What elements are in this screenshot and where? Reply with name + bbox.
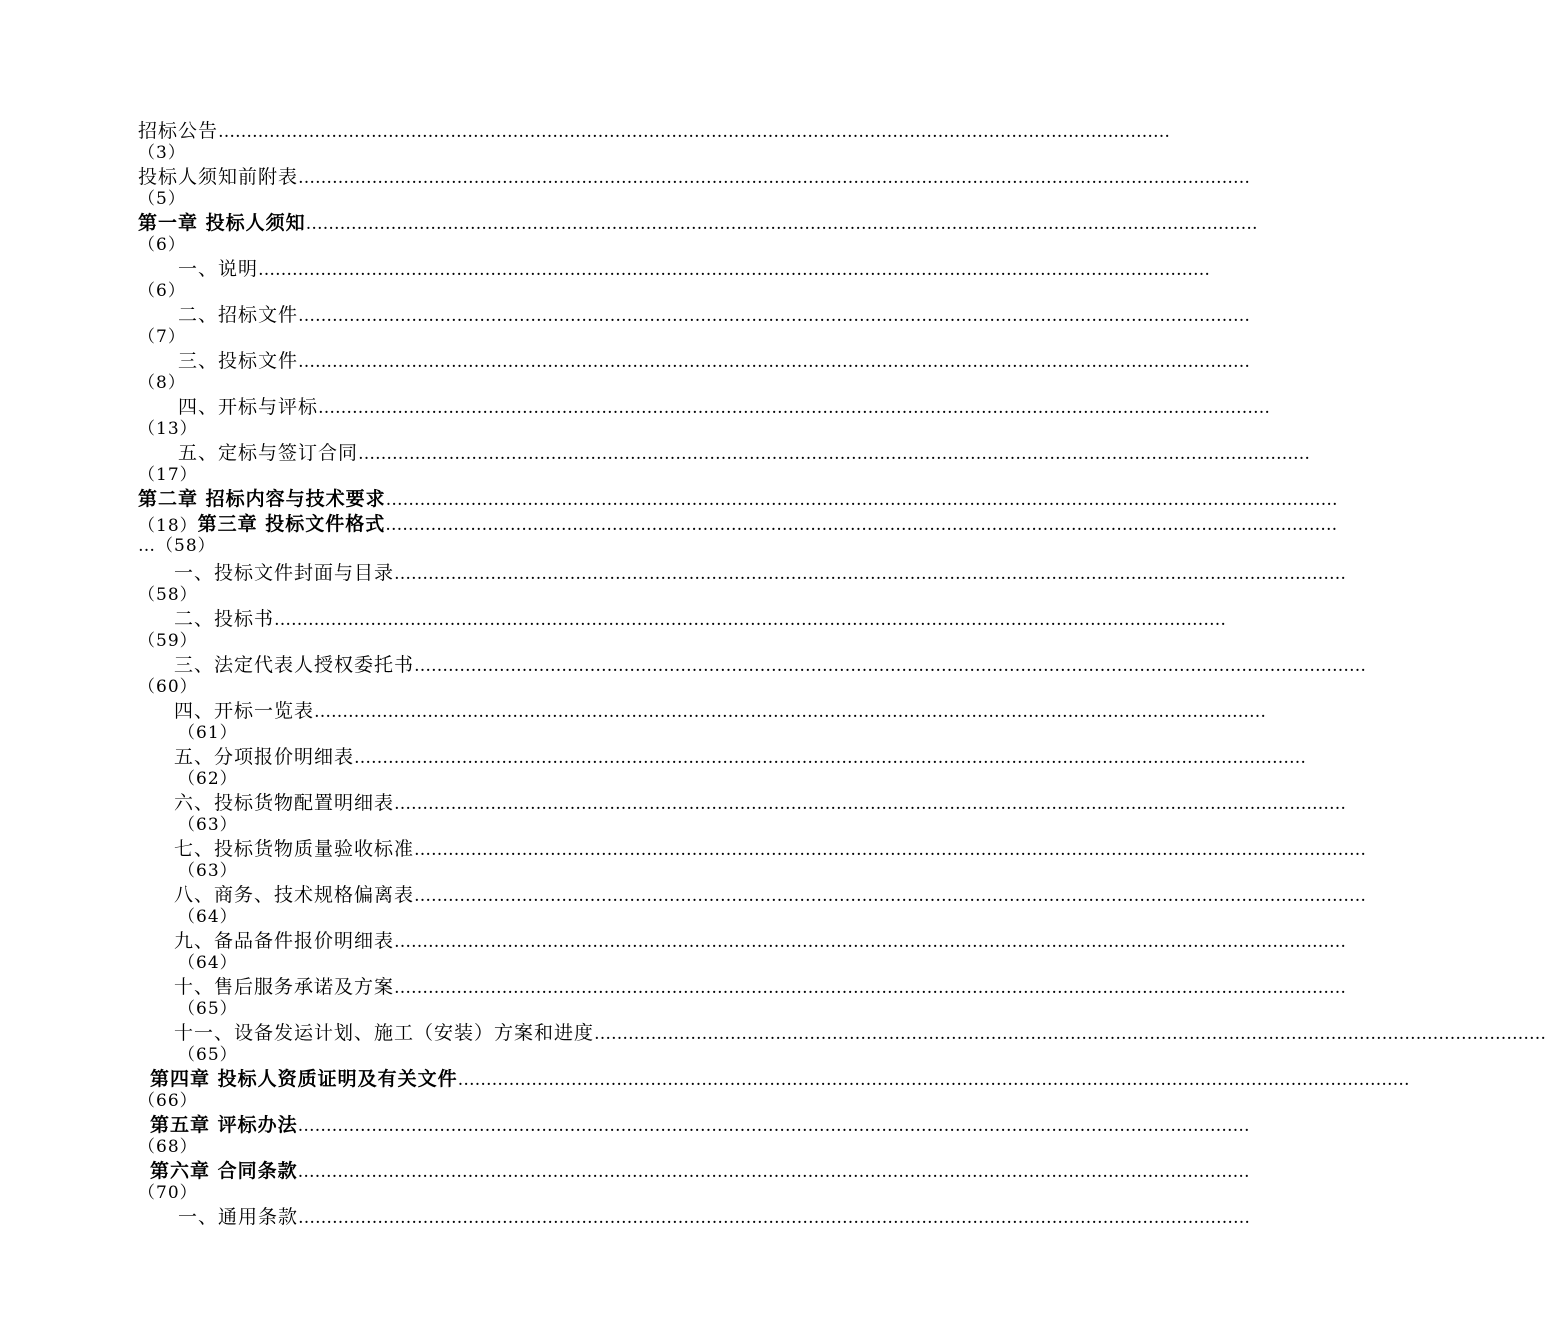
toc-entry-title: 第二章 招标内容与技术要求 [138,488,386,510]
toc-page-number: （60） [138,677,198,697]
toc-dot-leader: …………………………………………………………………………………………………………………………………………………… [594,1024,1546,1044]
toc-entry[interactable] [138,698,1267,744]
toc-entry-title: 五、定标与签订合同 [178,442,359,464]
toc-page-number: （61） [178,723,238,743]
toc-entry-title: 二、招标文件 [178,304,299,326]
toc-entry-title: 五、分项报价明细表 [174,746,355,768]
toc-page-number: （17） [138,465,198,485]
toc-page-number: （62） [178,769,238,789]
toc-entry-title: 第四章 投标人资质证明及有关文件 [150,1068,458,1090]
toc-entry-title: 第一章 投标人须知 [138,212,306,234]
toc-entry[interactable] [138,836,1367,882]
table-of-contents [138,118,1546,1250]
toc-entry-title: 四、开标一览表 [174,700,315,722]
toc-entry[interactable] [138,1066,1410,1112]
toc-entry-title: 第六章 合同条款 [150,1160,298,1182]
toc-dot-leader: …………………………………………………………………………………………………………………………………………………… [385,515,1338,535]
toc-page-number: （7） [138,327,186,347]
toc-entry-title: 一、说明 [178,258,259,280]
toc-page-number: （63） [178,861,238,881]
toc-entry[interactable] [138,348,1251,394]
toc-page-number: （65） [178,999,238,1019]
toc-entry[interactable] [138,790,1347,836]
toc-dot-leader: …………………………………………………………………………………………………………………………………………………… [394,978,1347,998]
toc-entry[interactable] [138,652,1367,698]
toc-page-number: （8） [138,373,186,393]
toc-entry-title: 十、售后服务承诺及方案 [174,976,395,998]
toc-dot-leader: …………………………………………………………………………………………………………………………………………………… [318,398,1271,418]
toc-dot-leader: …………………………………………………………………………………………………………………………………………………… [414,886,1367,906]
toc-entry-title: 十一、设备发运计划、施工（安装）方案和进度 [174,1022,595,1044]
toc-dot-leader: …………………………………………………………………………………………………………………………………………………… [394,564,1347,584]
toc-dot-leader: …………………………………………………………………………………………………………………………………………………… [385,490,1338,510]
toc-entry[interactable] [138,928,1347,974]
toc-page-number: （70） [138,1183,198,1203]
toc-entry[interactable] [138,164,1251,210]
toc-entry[interactable] [138,440,1311,486]
toc-dot-leader: …………………………………………………………………………………………………………………………………………………… [298,352,1251,372]
toc-dot-leader: …………………………………………………………………………………………………………………………………………………… [297,1116,1250,1136]
toc-page-number: （3） [138,143,186,163]
toc-page-number: （64） [178,953,238,973]
toc-entry-chapter-2-3[interactable] [138,486,1338,536]
toc-dot-leader: …………………………………………………………………………………………………………………………………………………… [414,656,1367,676]
toc-entry[interactable] [138,1204,1251,1250]
toc-page-number: （66） [138,1091,198,1111]
toc-dot-leader: …………………………………………………………………………………………………………………………………………………… [297,1162,1250,1182]
toc-entry-title: 一、投标文件封面与目录 [174,562,395,584]
toc-entry[interactable] [138,118,1171,164]
toc-entry[interactable] [138,394,1271,440]
toc-entry-title: 七、投标货物质量验收标准 [174,838,415,860]
toc-entry[interactable] [138,1112,1250,1158]
toc-entry[interactable] [138,606,1227,652]
toc-entry[interactable] [138,256,1211,302]
toc-dot-leader: …………………………………………………………………………………………………………………………………………………… [358,444,1311,464]
toc-dot-leader: …………………………………………………………………………………………………………………………………………………… [298,1208,1251,1228]
toc-dot-leader: …………………………………………………………………………………………………………………………………………………… [414,840,1367,860]
toc-entry[interactable] [138,210,1258,256]
toc-page-number: （5） [138,189,186,209]
toc-dot-leader: …………………………………………………………………………………………………………………………………………………… [457,1070,1410,1090]
toc-entry[interactable] [138,1020,1546,1066]
toc-dot-leader: …………………………………………………………………………………………………………………………………………………… [218,122,1171,142]
toc-dot-leader: …………………………………………………………………………………………………………………………………………………… [314,702,1267,722]
toc-entry[interactable] [138,560,1347,606]
toc-entry-title: 二、投标书 [174,608,275,630]
toc-dot-leader: …………………………………………………………………………………………………………………………………………………… [354,748,1307,768]
toc-entry[interactable] [138,744,1307,790]
toc-entry-title: 四、开标与评标 [178,396,319,418]
toc-dot-leader: …………………………………………………………………………………………………………………………………………………… [274,610,1227,630]
toc-dot-leader: …………………………………………………………………………………………………………………………………………………… [298,168,1251,188]
toc-entry-title: 三、投标文件 [178,350,299,372]
toc-page-number: …（58） [138,536,216,556]
toc-entry-title: 三、法定代表人授权委托书 [174,654,415,676]
toc-entry-title: 九、备品备件报价明细表 [174,930,395,952]
toc-entry[interactable] [138,974,1347,1020]
toc-entry-title: 八、商务、技术规格偏离表 [174,884,415,906]
toc-dot-leader: …………………………………………………………………………………………………………………………………………………… [394,794,1347,814]
toc-page-number: （68） [138,1137,198,1157]
toc-entry-title: 投标人须知前附表 [138,166,299,188]
toc-dot-leader: …………………………………………………………………………………………………………………………………………………… [394,932,1347,952]
toc-entry-title: 一、通用条款 [178,1206,299,1228]
toc-page-number [138,1229,828,1250]
toc-dot-leader: …………………………………………………………………………………………………………………………………………………… [258,260,1211,280]
toc-page-number: （58） [138,585,198,605]
toc-dot-leader: …………………………………………………………………………………………………………………………………………………… [305,214,1258,234]
toc-entry-title: 招标公告 [138,120,219,142]
toc-page-number: （64） [178,907,238,927]
toc-entry-title: 第五章 评标办法 [150,1114,298,1136]
toc-entry[interactable] [138,1158,1250,1204]
toc-page-number: （6） [138,235,186,255]
toc-page-number: （6） [138,281,186,301]
toc-entry-chapter-3-page [138,536,828,560]
toc-page-number: （59） [138,631,198,651]
toc-entry-title: 六、投标货物配置明细表 [174,792,395,814]
toc-page-number: （65） [178,1045,238,1065]
toc-entry[interactable] [138,882,1367,928]
toc-entry-title: 第三章 投标文件格式 [197,513,386,535]
toc-dot-leader: …………………………………………………………………………………………………………………………………………………… [298,306,1251,326]
toc-page-number: （63） [178,815,238,835]
toc-page-number: （18） [138,516,198,536]
toc-page-number: （13） [138,419,198,439]
toc-entry[interactable] [138,302,1251,348]
